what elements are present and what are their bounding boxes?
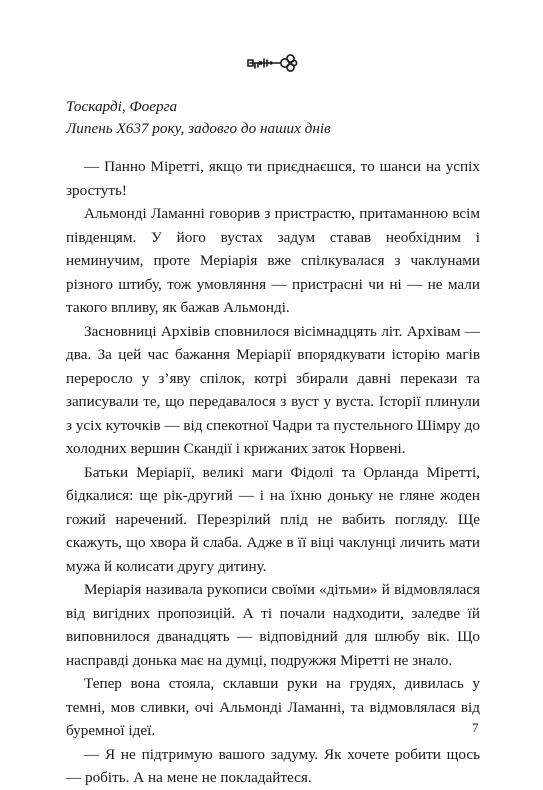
- paragraph: Батьки Меріарії, великі маги Фідолі та Орланда Міретті, бідкалися: ще рік-другий — і на їхню доньку не гляне жоден гожий наречений. Перезрілий плід не вабить погляду. Ще скажуть, що хвора й слаба. Адже в її віці чаклунці личить мати мужа й колисати другу дитину.: [66, 463, 480, 575]
- chapter-header: [66, 96, 486, 140]
- paragraph: Меріарія називала рукописи своїми «дітьми» й відмовлялася від вигідних пропозицій. А ті почали надходити, заледве їй виповнилося дванадцять — відповідний для шлюбу вік. Що насправді донька має на думці, подружжя Міретті не знало.: [66, 581, 480, 669]
- paragraph: — Панно Міретті, якщо ти приєднаєшся, то шанси на успіх зростуть!: [66, 158, 480, 199]
- paragraph: Альмонді Ламанні говорив з пристрастю, притаманною всім південцям. У його вустах задум ставав необхідним і неминучим, проте Меріарія вже спілкувалася з чаклунами різного штибу, тож умовляння — пристрасні чи ні — не мали такого впливу, як бажав Альмонді.: [66, 205, 480, 316]
- paragraph: — Я не підтримую вашого задуму. Як хочете робити щось — робіть. А на мене не покладайтеся.: [66, 745, 480, 786]
- paragraph: Тепер вона стояла, склавши руки на грудях, дивилась у темні, мов сливки, очі Альмонді Ламанні, та відмовлялася від буремної ідеї.: [66, 675, 480, 739]
- header-date: Липень Х637 року, задовго до наших днів: [66, 120, 331, 137]
- body-text: [66, 155, 480, 790]
- key-icon: [244, 52, 298, 74]
- header-location: Тоскарді, Фоерга: [66, 98, 178, 115]
- page-number: 7: [472, 720, 479, 735]
- paragraph: Засновниці Архівів сповнилося вісімнадцять літ. Архівам — два. За цей час бажання Меріарії впорядкувати історію магів переросло у з’яву спілок, котрі збирали давні перекази та записували те, що передавалося з вуст у вуста. Історії плинули з усіх куточків — від спекотної Чадри та пустельного Шімру до холодних вершин Скандії і крижаних заток Норвені.: [66, 322, 481, 457]
